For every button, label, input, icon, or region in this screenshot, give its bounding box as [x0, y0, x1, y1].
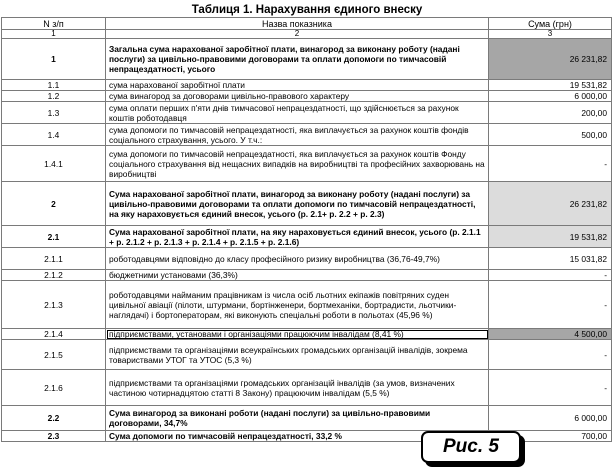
row-value: -: [489, 281, 612, 329]
table-row: [2, 340, 612, 370]
row-value: 700,00: [489, 431, 612, 442]
row-name: роботодавцями відповідно до класу професійного ризику виробництва (36,76-49,7%): [106, 248, 489, 270]
table-row: [2, 124, 612, 146]
figure-label: Рис. 5: [421, 431, 521, 463]
table-row: [2, 91, 612, 102]
table-row: [2, 226, 612, 248]
row-name: підприємствами та організаціями всеукраїнських громадських організацій інвалідів, зокрема товариствами УТОГ та УТОС (5,3 %): [106, 340, 489, 370]
table-row: [2, 270, 612, 281]
row-name: сума винагород за договорами цивільно-правового характеру: [106, 91, 489, 102]
row-value: 6 000,00: [489, 91, 612, 102]
subheader-num: 1: [2, 30, 106, 39]
table-title: Таблиця 1. Нарахування єдиного внеску: [191, 4, 423, 16]
row-num: 1.1: [2, 80, 106, 91]
row-value: 15 031,82: [489, 248, 612, 270]
table-row: [2, 39, 612, 80]
row-num: 2.3: [2, 431, 106, 442]
row-value: -: [489, 270, 612, 281]
table-row: [2, 146, 612, 182]
row-value: 26 231,82: [489, 39, 612, 80]
row-value: 19 531,82: [489, 226, 612, 248]
row-value: 26 231,82: [489, 182, 612, 226]
row-num: 2.1.2: [2, 270, 106, 281]
row-name: Сума винагород за виконані роботи (надані послуги) за цивільно-правовими договорами, 34,7%: [106, 406, 489, 431]
row-num: 2.1.3: [2, 281, 106, 329]
row-value: 4 500,00: [489, 329, 612, 340]
row-num: 2.2: [2, 406, 106, 431]
header-row: [2, 18, 612, 30]
row-num: 1.4.1: [2, 146, 106, 182]
row-value: -: [489, 370, 612, 406]
row-name: підприємствами та організаціями громадських організацій інвалідів (за умов, визначених частиною чотирнадцятою статті 8 Закону) працюючим інвалідам (5,5 %): [106, 370, 489, 406]
row-name: бюджетними установами (36,3%): [106, 270, 489, 281]
table-row: [2, 80, 612, 91]
header-num: N з/п: [2, 18, 106, 30]
contribution-table: [1, 17, 612, 442]
row-name: підприємствами, установами і організаціями працюючим інвалідам (8,41 %): [106, 329, 489, 340]
row-num: 1.2: [2, 91, 106, 102]
row-num: 2: [2, 182, 106, 226]
row-num: 2.1.4: [2, 329, 106, 340]
table-row: [2, 248, 612, 270]
row-value: -: [489, 146, 612, 182]
row-value: 19 531,82: [489, 80, 612, 91]
row-num: 2.1.6: [2, 370, 106, 406]
subheader-row: [2, 30, 612, 39]
row-name: сума оплати перших п'яти днів тимчасової непрацездатності, що здійснюється за рахунок коштів роботодавця: [106, 102, 489, 124]
table-row: [2, 182, 612, 226]
table-row: [2, 102, 612, 124]
row-num: 1.4: [2, 124, 106, 146]
row-num: 1.3: [2, 102, 106, 124]
row-name: Сума нарахованої заробітної плати, винагород за виконану роботу (надані послуги) за цивільно-правовими договорами та оплати допомоги по тимчасовій непрацездатності, на яку нараховується єдиний внесок, усього (р. 2.1+ р. 2.2 + р. 2.3): [106, 182, 489, 226]
row-name: сума нарахованої заробітної плати: [106, 80, 489, 91]
table-row: [2, 370, 612, 406]
row-name: роботодавцями найманим працівникам із числа осіб льотних екіпажів повітряних суден цивільної авіації (пілоти, штурмани, бортінженери, бортмеханіки, бортрадисти, льотчики-наглядачі) і бортоператорам, які виконують спеціальні роботи в польотах (45,96 %): [106, 281, 489, 329]
row-num: 1: [2, 39, 106, 80]
row-name: Сума допомоги по тимчасовій непрацездатності, 33,2 %: [106, 431, 489, 442]
header-sum: Сума (грн): [489, 18, 612, 30]
row-num: 2.1.1: [2, 248, 106, 270]
table-row: [2, 281, 612, 329]
row-name: сума допомоги по тимчасовій непрацездатності, яка виплачується за рахунок коштів Фонду соціального страхування від нещасних випадків на виробництві та професійних захворювань на виробництві: [106, 146, 489, 182]
row-name: сума допомоги по тимчасовій непрацездатності, яка виплачується за рахунок коштів фондів соціального страхування, усього. У т.ч.:: [106, 124, 489, 146]
row-num: 2.1: [2, 226, 106, 248]
row-value: -: [489, 340, 612, 370]
header-name: Назва показника: [106, 18, 489, 30]
row-num: 2.1.5: [2, 340, 106, 370]
subheader-sum: 3: [489, 30, 612, 39]
row-name: Загальна сума нарахованої заробітної плати, винагород за виконану роботу (надані послуги) за цивільно-правовими договорами та оплати допомоги по тимчасовій непрацездатності, усього: [106, 39, 489, 80]
row-value: 200,00: [489, 102, 612, 124]
table-row: [2, 329, 612, 340]
subheader-name: 2: [106, 30, 489, 39]
row-value: 500,00: [489, 124, 612, 146]
row-value: 6 000,00: [489, 406, 612, 431]
row-name: Сума нарахованої заробітної плати, на яку нараховується єдиний внесок, усього (р. 2.1.1 + р. 2.1.2 + р. 2.1.3 + р. 2.1.4 + р. 2.1.5 + р. 2.1.6): [106, 226, 489, 248]
table-row: [2, 406, 612, 431]
